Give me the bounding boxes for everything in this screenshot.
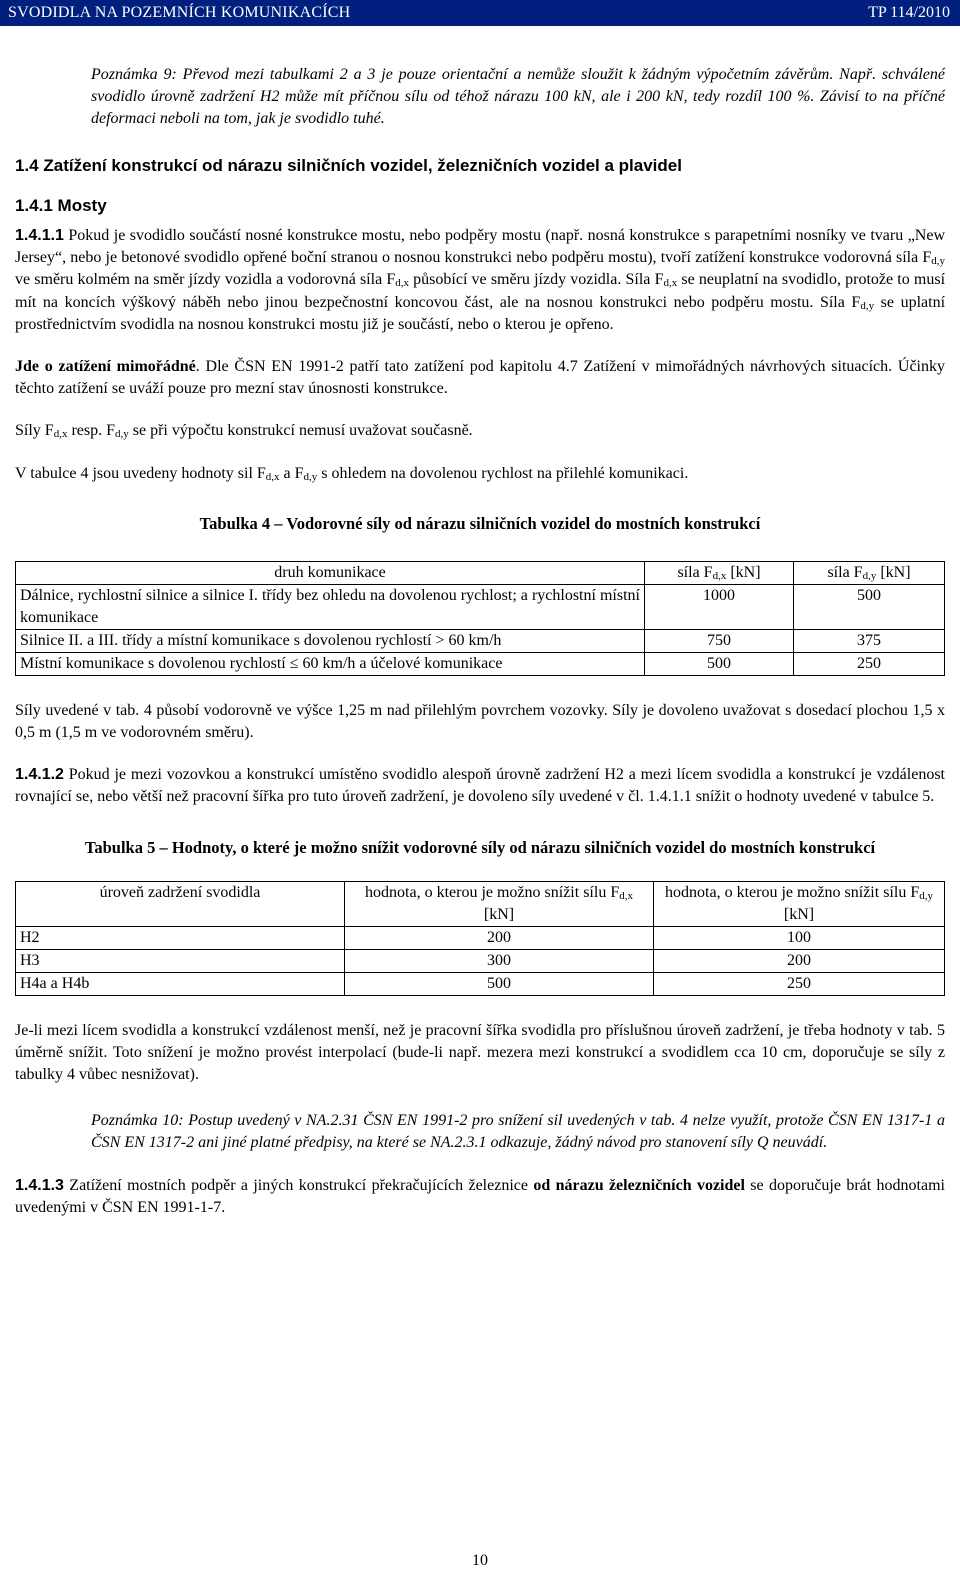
bold-run: od nárazu železničních vozidel [533, 1176, 745, 1194]
subscript: d,y [115, 428, 129, 441]
paragraph-1-4-1-1 [15, 225, 945, 336]
text-run: Pokud je svodidlo součástí nosné konstrukce mostu, nebo podpěry mostu (např. nosná konstrukce s parapetními nosníky ve tvaru „New Jersey“, nebo je betonové svodidlo opřené boční stranou o nosnou konstrukci nebo podpěru mostu), tvoří zatížení konstrukce vodorovná síla F [15, 227, 945, 267]
table-cell: 500 [345, 972, 654, 995]
bold-run: Jde o zatížení mimořádné [15, 358, 196, 376]
table-cell: 250 [794, 652, 945, 675]
table-cell: 200 [345, 926, 654, 949]
table-cell: 100 [654, 926, 945, 949]
text-run: [kN] [726, 563, 761, 581]
text-run: hodnota, o kterou je možno snížit sílu F [665, 883, 920, 901]
note-10: Poznámka 10: Postup uvedený v NA.2.31 ČSN EN 1991-2 pro snížení sil uvedených v tab. 4 nelze využít, protože ČSN EN 1317-1 a ČSN EN 1317-2 ani jiné platné předpisy, na které se NA.2.3.1 odkazuje, žádný návod pro stanovení síly Q neuvádí. [91, 1112, 945, 1152]
paragraph-1-4-1-3 [15, 1175, 945, 1219]
table-cell: H2 [16, 926, 345, 949]
subsection-title: 1.4.1 Mosty [15, 195, 107, 215]
subscript: d,x [53, 428, 68, 441]
table-cell: 250 [654, 972, 945, 995]
table-row [16, 652, 945, 675]
table-cell: 1000 [645, 584, 794, 629]
paragraph-interpolation: Je-li mezi lícem svodidla a konstrukcí vzdálenost menší, než je pracovní šířka svodidla pro příslušnou úroveň zadržení, je třeba hodnoty v tab. 5 úměrně snížit. Toto snížení je možno provést interpolací (bude-li např. mezera mezi konstrukcí a svodidlem cca 10 cm, doporučuje se síly z tabulky 4 vůbec nesnižovat). [15, 1021, 945, 1084]
text-run: [kN] [876, 563, 911, 581]
text-run: V tabulce 4 jsou uvedeny hodnoty sil F [15, 464, 266, 482]
text-run: a F [279, 464, 304, 482]
paragraph-table4-intro [15, 463, 945, 485]
paragraph-forces-not-simultaneous [15, 420, 945, 442]
table-5-caption: Tabulka 5 – Hodnoty, o které je možno snížit vodorovné síly od nárazu silničních vozidel do mostních konstrukcí [84, 837, 876, 857]
subscript: d,y [931, 255, 945, 268]
page-header [0, 0, 960, 26]
header-cell [794, 561, 945, 584]
clause-number: 1.4.1.1 [15, 227, 64, 245]
table-cell: 750 [645, 629, 794, 652]
text-run: Pokud je mezi vozovkou a konstrukcí umístěno svodidlo alespoň úrovně zadržení H2 a mezi lícem svodidla a konstrukcí je vzdálenost rovnající se, nebo větší než pracovní šířka pro tuto úroveň zadržení, je dovoleno síly uvedené v čl. 1.4.1.1 snížit o hodnoty uvedené v tabulce 5. [15, 766, 945, 806]
text-run: s ohledem na dovolenou rychlost na přilehlé komunikaci. [317, 464, 689, 482]
text-run: působící ve směru jízdy vozidla. Síla F [409, 271, 664, 289]
note-9: Poznámka 9: Převod mezi tabulkami 2 a 3 je pouze orientační a nemůže sloužit k žádným výpočetním závěrům. Např. schválené svodidlo úrovně zadržení H2 může mít příčnou sílu od téhož nárazu 100 kN, ale i 200 kN, tedy rozdíl 100 %. Závisí to na příčné deformaci neboli na tom, jak je svodidlo tuhé. [91, 66, 945, 128]
subscript: d,x [663, 277, 678, 290]
header-cell [654, 881, 945, 926]
header-cell: úroveň zadržení svodidla [16, 881, 345, 926]
header-cell [645, 561, 794, 584]
section-title: 1.4 Zatížení konstrukcí od nárazu silničních vozidel, železničních vozidel a plavidel [15, 155, 682, 175]
table-row [16, 926, 945, 949]
text-run: se uplatní prostřednictvím svodidla na nosnou konstrukci mostu již je součástí, nebo o kterou je opřeno. [15, 293, 946, 333]
table-5 [15, 881, 945, 996]
subscript: d,x [265, 470, 280, 483]
clause-number: 1.4.1.2 [15, 766, 64, 784]
paragraph-accidental-load [15, 356, 945, 400]
text-run: se při výpočtu konstrukcí nemusí uvažovat současně. [128, 422, 473, 440]
subscript: d,x [712, 569, 727, 582]
subscript: d,y [303, 470, 318, 483]
text-run: síla F [827, 563, 863, 581]
page-number: 10 [472, 1552, 488, 1569]
table-row [16, 629, 945, 652]
header-cell: druh komunikace [16, 561, 645, 584]
table-cell: Místní komunikace s dovolenou rychlostí ≤ 60 km/h a účelové komunikace [16, 652, 645, 675]
text-run: resp. F [67, 422, 115, 440]
text-run: se doporučuje brát hodnotami uvedenými v ČSN EN 1991-1-7. [15, 1176, 945, 1216]
table-cell: H4a a H4b [16, 972, 345, 995]
table-cell: 300 [345, 949, 654, 972]
table-cell: 500 [794, 584, 945, 629]
paragraph-1-4-1-2 [15, 764, 945, 808]
header-cell [345, 881, 654, 926]
subscript: d,x [395, 277, 409, 290]
subscript: d,x [619, 889, 633, 902]
table-row [16, 949, 945, 972]
page-content [15, 64, 945, 1219]
table-cell: 500 [645, 652, 794, 675]
header-title: SVODIDLA NA POZEMNÍCH KOMUNIKACÍCH [8, 4, 351, 21]
text-run: . Dle ČSN EN 1991-2 patří tato zatížení pod kapitolu 4.7 Zatížení v mimořádných návrhových situacích. Účinky těchto zatížení se uváží pouze pro mezní stav únosnosti konstrukce. [15, 358, 946, 398]
text-run: Síly F [15, 422, 54, 440]
text-run: hodnota, o kterou je možno snížit sílu F [365, 883, 620, 901]
subscript: d,y [919, 889, 933, 902]
text-run: Zatížení mostních podpěr a jiných konstrukcí překračujících železnice [63, 1176, 534, 1194]
table-4 [15, 561, 945, 676]
table-cell: 200 [654, 949, 945, 972]
table-cell: H3 [16, 949, 345, 972]
text-run: ve směru kolmém na směr jízdy vozidla a vodorovná síla F [15, 271, 396, 289]
header-doc-code: TP 114/2010 [868, 4, 950, 21]
paragraph-force-application: Síly uvedené v tab. 4 působí vodorovně ve výšce 1,25 m nad přilehlým povrchem vozovky. Síly je dovoleno uvažovat s dosedací plochou 1,5 x 0,5 m (1,5 m ve vodorovném směru). [15, 701, 945, 742]
subscript: d,y [862, 569, 877, 582]
text-run: se neuplatní na svodidlo, protože to musí mít na koncích výškový náběh nebo jinou bezpečnostní koncovou část, ale na nosnou konstrukci nebo podpěru mostu. Síla F [15, 271, 946, 311]
table-row [16, 972, 945, 995]
text-run: [kN] [483, 905, 515, 923]
clause-number: 1.4.1.3 [15, 1176, 64, 1194]
text-run: [kN] [783, 905, 815, 923]
table-cell: Silnice II. a III. třídy a místní komunikace s dovolenou rychlostí > 60 km/h [16, 629, 645, 652]
table-4-caption: Tabulka 4 – Vodorovné síly od nárazu silničních vozidel do mostních konstrukcí [199, 513, 761, 533]
table-cell: 375 [794, 629, 945, 652]
table-header-row [16, 561, 945, 584]
table-header-row [16, 881, 945, 926]
table-cell: Dálnice, rychlostní silnice a silnice I. třídy bez ohledu na dovolenou rychlost; a rychlostní místní komunikace [16, 584, 645, 629]
subscript: d,y [860, 299, 875, 312]
table-row [16, 584, 945, 629]
text-run: síla F [677, 563, 713, 581]
